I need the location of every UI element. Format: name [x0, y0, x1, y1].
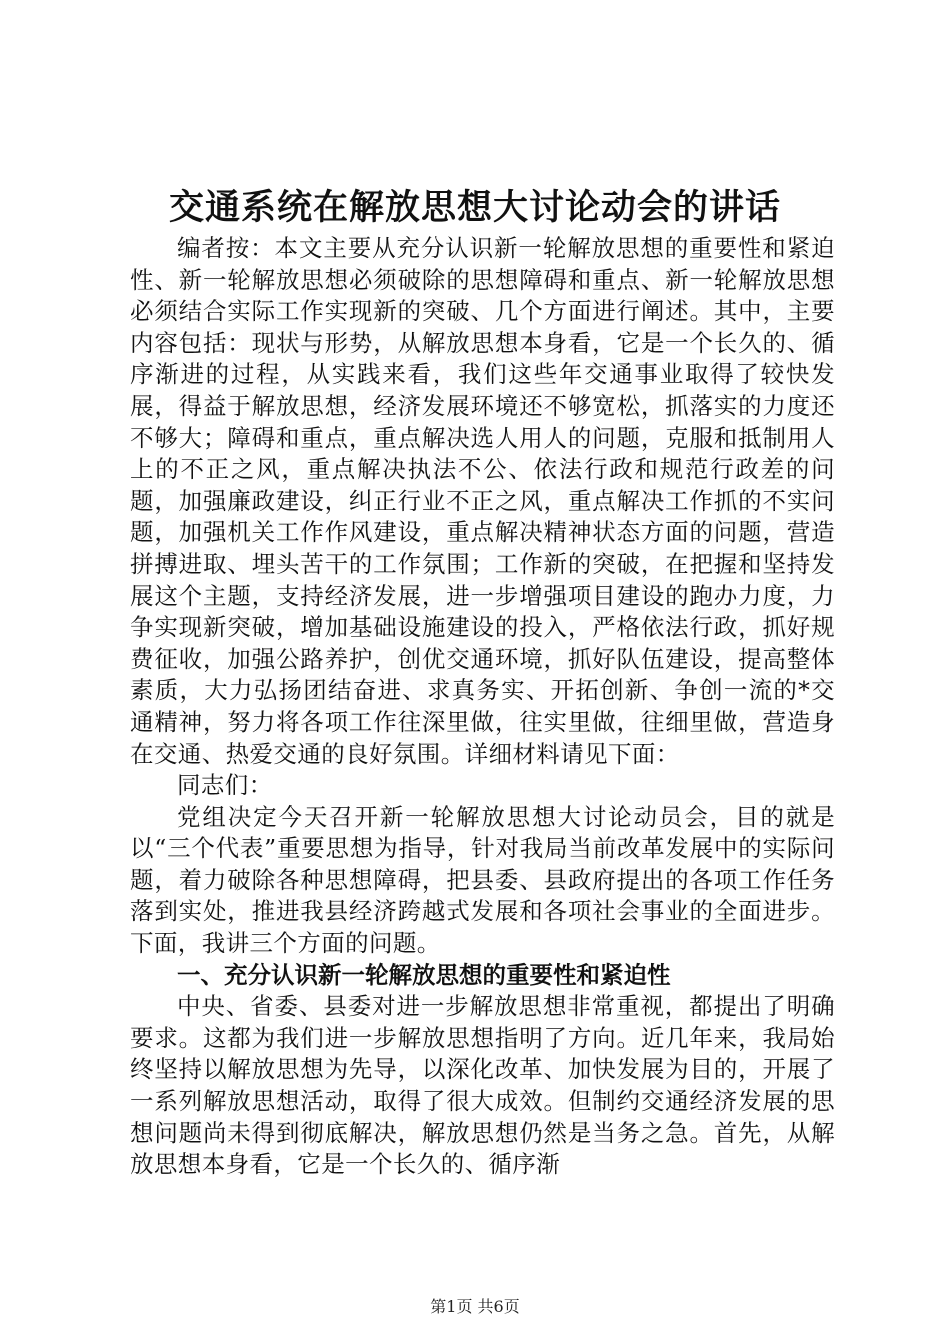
section-heading: 一、充分认识新一轮解放思想的重要性和紧迫性	[177, 960, 671, 989]
intro-paragraph: 党组决定今天召开新一轮解放思想大讨论动员会，目的就是以“三个代表”重要思想为指导，针对我局当前改革发展中的实际问题，着力破除各种思想障碍，把县委、县政府提出的各项工作任务落到实处，推进我县经济跨越式发展和各项社会事业的全面进步。下面，我讲三个方面的问题。	[130, 802, 835, 958]
document-body	[130, 233, 835, 1181]
document-title: 交通系统在解放思想大讨论动会的讲话	[168, 187, 781, 228]
page-footer: 第1页 共6页	[430, 1297, 520, 1316]
section-paragraph: 中央、省委、县委对进一步解放思想非常重视，都提出了明确要求。这都为我们进一步解放思想指明了方向。近几年来，我局始终坚持以解放思想为先导，以深化改革、加快发展为目的，开展了一系列解放思想活动，取得了很大成效。但制约交通经济发展的思想问题尚未得到彻底解决，解放思想仍然是当务之急。首先，从解放思想本身看，它是一个长久的、循序渐	[130, 992, 835, 1179]
salutation-paragraph: 同志们：	[177, 771, 273, 800]
editor-note-paragraph: 编者按：本文主要从充分认识新一轮解放思想的重要性和紧迫性、新一轮解放思想必须破除的思想障碍和重点、新一轮解放思想必须结合实际工作实现新的突破、几个方面进行阐述。其中，主要内容包括：现状与形势，从解放思想本身看，它是一个长久的、循序渐进的过程，从实践来看，我们这些年交通事业取得了较快发展，得益于解放思想，经济发展环境还不够宽松，抓落实的力度还不够大；障碍和重点，重点解决选人用人的问题，克服和抵制用人上的不正之风，重点解决执法不公、依法行政和规范行政差的问题，加强廉政建设，纠正行业不正之风，重点解决工作抓的不实问题，加强机关工作作风建设，重点解决精神状态方面的问题，营造拼搏进取、埋头苦干的工作氛围；工作新的突破，在把握和坚持发展这个主题，支持经济发展，进一步增强项目建设的跑办力度，力争实现新突破，增加基础设施建设的投入，严格依法行政，抓好规费征收，加强公路养护，创优交通环境，抓好队伍建设，提高整体素质，大力弘扬团结奋进、求真务实、开拓创新、争创一流的*交通精神，努力将各项工作往深里做，往实里做，往细里做，营造身在交通、热爱交通的良好氛围。详细材料请见下面：	[130, 234, 835, 768]
